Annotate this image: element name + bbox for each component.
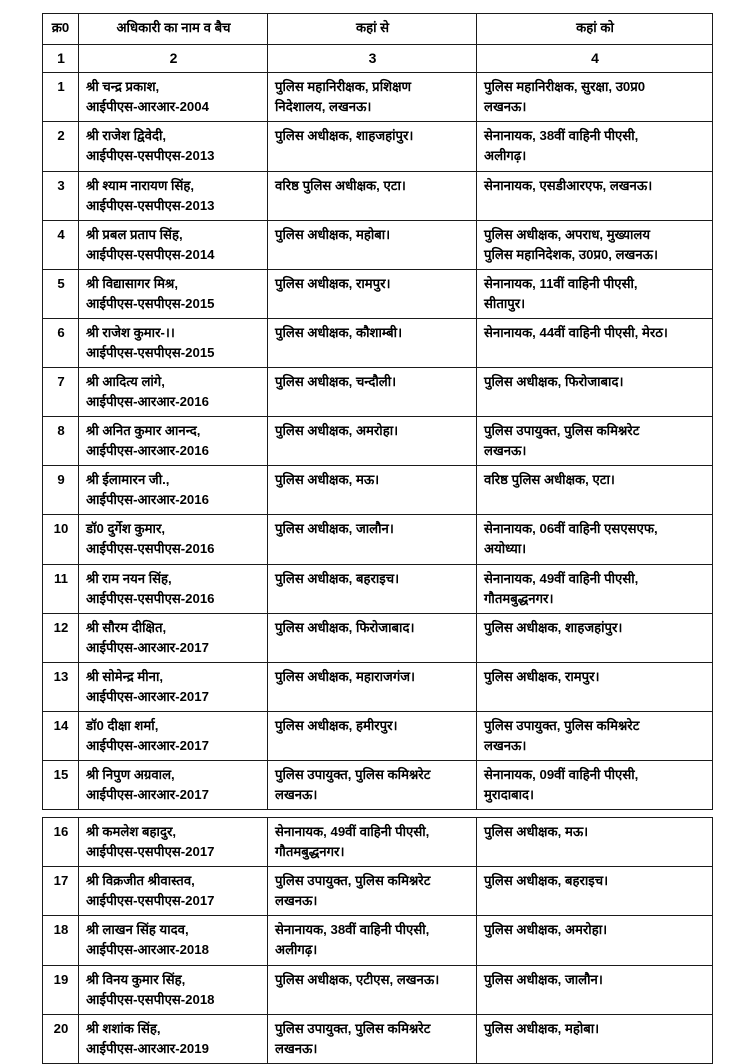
- cell-serial-number: 14: [43, 711, 79, 760]
- cell-posting-to: [477, 662, 713, 711]
- column-number-1: 1: [43, 45, 79, 73]
- cell-serial-number: 20: [43, 1014, 79, 1063]
- cell-officer-name-line-2: आईपीएस-आरआर-2017: [86, 737, 209, 753]
- cell-officer-name-line-1: श्री प्रबल प्रताप सिंह,: [86, 226, 183, 242]
- cell-officer-name: [79, 122, 268, 171]
- officer-transfer-table: [42, 13, 713, 1064]
- cell-officer-name: [79, 818, 268, 867]
- cell-posting-from-line-1: पुलिस अधीक्षक, महाराजगंज।: [275, 668, 416, 684]
- cell-posting-to-line-2: मुरादाबाद।: [484, 787, 535, 803]
- cell-officer-name: [79, 564, 268, 613]
- cell-posting-to: [477, 564, 713, 613]
- cell-officer-name-line-1: श्री सोमेन्द्र मीना,: [86, 668, 164, 684]
- cell-posting-to: [477, 761, 713, 810]
- cell-officer-name-line-1: श्री राजेश द्विवेदी,: [86, 128, 167, 144]
- cell-serial-number: 7: [43, 368, 79, 417]
- cell-officer-name: [79, 662, 268, 711]
- cell-posting-to-line-2: पुलिस महानिदेशक, उ0प्र0, लखनऊ।: [484, 246, 659, 262]
- cell-officer-name-line-1: श्री राम नयन सिंह,: [86, 570, 172, 586]
- cell-posting-to: [477, 220, 713, 269]
- cell-posting-to: [477, 73, 713, 122]
- cell-officer-name: [79, 171, 268, 220]
- cell-posting-to: [477, 867, 713, 916]
- cell-officer-name: [79, 269, 268, 318]
- cell-officer-name-line-2: आईपीएस-आरआर-2017: [86, 639, 209, 655]
- cell-serial-number: 1: [43, 73, 79, 122]
- cell-posting-from: [268, 269, 477, 318]
- table-row: [43, 916, 713, 965]
- cell-posting-from: [268, 122, 477, 171]
- cell-posting-to-line-1: पुलिस अधीक्षक, रामपुर।: [484, 668, 600, 684]
- table-row: [43, 220, 713, 269]
- cell-officer-name-line-1: श्री अनित कुमार आनन्द,: [86, 423, 201, 439]
- column-header-to: कहां को: [477, 14, 713, 45]
- cell-posting-from: [268, 171, 477, 220]
- cell-posting-from-line-2: लखनऊ।: [275, 1040, 318, 1056]
- cell-officer-name-line-2: आईपीएस-एसपीएस-2016: [86, 541, 215, 557]
- cell-posting-from-line-2: अलीगढ़।: [275, 942, 318, 958]
- cell-posting-from-line-2: निदेशालय, लखनऊ।: [275, 99, 372, 115]
- cell-officer-name-line-2: आईपीएस-आरआर-2018: [86, 942, 209, 958]
- cell-posting-from: [268, 613, 477, 662]
- cell-posting-to-line-2: लखनऊ।: [484, 99, 527, 115]
- cell-posting-from-line-1: पुलिस अधीक्षक, रामपुर।: [275, 275, 391, 291]
- column-number-3: 3: [268, 45, 477, 73]
- table-row: [43, 965, 713, 1014]
- cell-posting-from-line-1: पुलिस अधीक्षक, चन्दौली।: [275, 374, 397, 390]
- cell-posting-to-line-1: पुलिस अधीक्षक, मऊ।: [484, 824, 589, 840]
- cell-officer-name-line-1: श्री श्याम नारायण सिंह,: [86, 177, 195, 193]
- cell-officer-name-line-1: श्री सौरम दीक्षित,: [86, 619, 167, 635]
- cell-posting-to: [477, 466, 713, 515]
- column-number-4: 4: [477, 45, 713, 73]
- cell-posting-from-line-2: लखनऊ।: [275, 787, 318, 803]
- cell-serial-number: 15: [43, 761, 79, 810]
- cell-officer-name: [79, 368, 268, 417]
- cell-posting-from-line-1: पुलिस अधीक्षक, अमरोहा।: [275, 423, 399, 439]
- cell-posting-to-line-1: पुलिस अधीक्षक, फिरोजाबाद।: [484, 374, 624, 390]
- cell-officer-name-line-1: डॉ0 दुर्गेश कुमार,: [86, 521, 166, 537]
- cell-posting-to-line-2: अयोध्या।: [484, 541, 527, 557]
- cell-posting-from-line-1: पुलिस अधीक्षक, एटीएस, लखनऊ।: [275, 971, 440, 987]
- table-row: [43, 867, 713, 916]
- cell-posting-from-line-1: पुलिस उपायुक्त, पुलिस कमिश्नरेट: [275, 767, 431, 783]
- column-header-from: कहां से: [268, 14, 477, 45]
- cell-posting-from-line-1: पुलिस अधीक्षक, मऊ।: [275, 472, 380, 488]
- cell-officer-name: [79, 761, 268, 810]
- table-row: [43, 73, 713, 122]
- cell-officer-name-line-2: आईपीएस-आरआर-2004: [86, 99, 209, 115]
- cell-officer-name-line-2: आईपीएस-एसपीएस-2018: [86, 991, 215, 1007]
- cell-posting-from: [268, 466, 477, 515]
- cell-officer-name-line-1: श्री आदित्य लांगे,: [86, 374, 165, 390]
- cell-posting-from-line-1: पुलिस उपायुक्त, पुलिस कमिश्नरेट: [275, 873, 431, 889]
- cell-officer-name-line-1: श्री विनय कुमार सिंह,: [86, 971, 186, 987]
- cell-serial-number: 6: [43, 318, 79, 367]
- cell-officer-name: [79, 867, 268, 916]
- cell-posting-from: [268, 867, 477, 916]
- cell-posting-from-line-2: गौतमबुद्धनगर।: [275, 844, 345, 860]
- cell-posting-to-line-1: सेनानायक, 38वीं वाहिनी पीएसी,: [484, 128, 639, 144]
- cell-officer-name-line-1: श्री शशांक सिंह,: [86, 1020, 161, 1036]
- cell-serial-number: 12: [43, 613, 79, 662]
- cell-posting-to: [477, 711, 713, 760]
- cell-posting-from-line-1: सेनानायक, 49वीं वाहिनी पीएसी,: [275, 824, 430, 840]
- cell-posting-from: [268, 662, 477, 711]
- transfer-table-container: [42, 13, 712, 1064]
- cell-posting-from: [268, 368, 477, 417]
- cell-officer-name-line-2: आईपीएस-आरआर-2017: [86, 688, 209, 704]
- cell-posting-to-line-1: पुलिस अधीक्षक, अमरोहा।: [484, 922, 608, 938]
- cell-posting-to: [477, 269, 713, 318]
- cell-posting-to-line-1: पुलिस अधीक्षक, शाहजहांपुर।: [484, 619, 623, 635]
- cell-posting-from-line-1: पुलिस अधीक्षक, कौशाम्बी।: [275, 324, 403, 340]
- cell-officer-name: [79, 1014, 268, 1063]
- cell-posting-to-line-2: अलीगढ़।: [484, 148, 527, 164]
- cell-posting-to: [477, 368, 713, 417]
- cell-posting-to: [477, 916, 713, 965]
- cell-posting-from: [268, 318, 477, 367]
- cell-serial-number: 8: [43, 417, 79, 466]
- cell-posting-to-line-1: सेनानायक, 49वीं वाहिनी पीएसी,: [484, 570, 639, 586]
- cell-posting-to-line-2: सीतापुर।: [484, 295, 526, 311]
- cell-officer-name-line-1: श्री लाखन सिंह यादव,: [86, 922, 189, 938]
- cell-serial-number: 17: [43, 867, 79, 916]
- cell-posting-to: [477, 122, 713, 171]
- table-row: [43, 466, 713, 515]
- cell-posting-from: [268, 220, 477, 269]
- cell-officer-name-line-2: आईपीएस-एसपीएस-2015: [86, 344, 215, 360]
- cell-posting-to: [477, 417, 713, 466]
- table-row: [43, 171, 713, 220]
- cell-officer-name-line-2: आईपीएस-आरआर-2016: [86, 394, 209, 410]
- cell-posting-from: [268, 73, 477, 122]
- cell-officer-name-line-1: श्री ईलामारन जी.,: [86, 472, 170, 488]
- page-break-gap: [43, 810, 713, 818]
- cell-posting-from-line-1: पुलिस महानिरीक्षक, प्रशिक्षण: [275, 79, 412, 95]
- table-row: [43, 613, 713, 662]
- cell-officer-name-line-2: आईपीएस-आरआर-2016: [86, 443, 209, 459]
- cell-serial-number: 4: [43, 220, 79, 269]
- cell-officer-name-line-1: श्री कमलेश बहादुर,: [86, 824, 177, 840]
- column-number-row: [43, 45, 713, 73]
- cell-officer-name: [79, 515, 268, 564]
- table-row: [43, 1014, 713, 1063]
- table-row: [43, 711, 713, 760]
- cell-officer-name-line-1: श्री निपुण अग्रवाल,: [86, 767, 175, 783]
- cell-posting-to-line-1: पुलिस अधीक्षक, बहराइच।: [484, 873, 609, 889]
- cell-posting-to-line-1: पुलिस उपायुक्त, पुलिस कमिश्नरेट: [484, 717, 640, 733]
- cell-serial-number: 5: [43, 269, 79, 318]
- cell-posting-to-line-1: सेनानायक, 44वीं वाहिनी पीएसी, मेरठ।: [484, 324, 668, 340]
- cell-posting-from: [268, 711, 477, 760]
- cell-officer-name-line-2: आईपीएस-एसपीएस-2017: [86, 844, 215, 860]
- cell-posting-from: [268, 761, 477, 810]
- table-header: [43, 14, 713, 73]
- cell-posting-to: [477, 515, 713, 564]
- cell-officer-name-line-1: श्री राजेश कुमार-।।: [86, 324, 175, 340]
- cell-posting-from: [268, 965, 477, 1014]
- cell-posting-to: [477, 171, 713, 220]
- cell-posting-to-line-1: पुलिस उपायुक्त, पुलिस कमिश्नरेट: [484, 423, 640, 439]
- column-number-2: 2: [79, 45, 268, 73]
- cell-posting-from-line-1: पुलिस अधीक्षक, बहराइच।: [275, 570, 400, 586]
- cell-officer-name-line-1: डॉ0 दीक्षा शर्मा,: [86, 717, 159, 733]
- table-row: [43, 417, 713, 466]
- column-header-officer-name: अधिकारी का नाम व बैच: [79, 14, 268, 45]
- table-row: [43, 122, 713, 171]
- table-row: [43, 761, 713, 810]
- cell-posting-from-line-1: पुलिस अधीक्षक, महोबा।: [275, 226, 391, 242]
- cell-officer-name-line-2: आईपीएस-एसपीएस-2013: [86, 197, 215, 213]
- table-row: [43, 818, 713, 867]
- cell-officer-name: [79, 916, 268, 965]
- cell-officer-name: [79, 220, 268, 269]
- cell-posting-from-line-1: पुलिस अधीक्षक, शाहजहांपुर।: [275, 128, 414, 144]
- cell-officer-name-line-1: श्री विक्रजीत श्रीवास्तव,: [86, 873, 195, 889]
- cell-officer-name-line-2: आईपीएस-एसपीएस-2017: [86, 893, 215, 909]
- table-row: [43, 318, 713, 367]
- cell-officer-name: [79, 965, 268, 1014]
- cell-posting-from-line-1: पुलिस अधीक्षक, जालौन।: [275, 521, 394, 537]
- cell-posting-to-line-2: गौतमबुद्धनगर।: [484, 590, 554, 606]
- table-row: [43, 368, 713, 417]
- cell-officer-name-line-1: श्री चन्द्र प्रकाश,: [86, 79, 160, 95]
- cell-posting-to-line-1: सेनानायक, 06वीं वाहिनी एसएसएफ,: [484, 521, 658, 537]
- cell-posting-to-line-1: सेनानायक, एसडीआरएफ, लखनऊ।: [484, 177, 653, 193]
- cell-serial-number: 18: [43, 916, 79, 965]
- cell-officer-name-line-2: आईपीएस-एसपीएस-2013: [86, 148, 215, 164]
- cell-officer-name: [79, 613, 268, 662]
- cell-posting-to-line-1: पुलिस अधीक्षक, अपराध, मुख्यालय: [484, 226, 651, 242]
- cell-serial-number: 2: [43, 122, 79, 171]
- table-row: [43, 269, 713, 318]
- cell-serial-number: 10: [43, 515, 79, 564]
- table-row: [43, 515, 713, 564]
- cell-officer-name: [79, 318, 268, 367]
- cell-officer-name: [79, 711, 268, 760]
- column-header-serial: क्र0: [43, 14, 79, 45]
- cell-officer-name: [79, 466, 268, 515]
- cell-posting-from: [268, 1014, 477, 1063]
- table-row: [43, 662, 713, 711]
- cell-serial-number: 13: [43, 662, 79, 711]
- cell-posting-from: [268, 916, 477, 965]
- cell-officer-name-line-2: आईपीएस-एसपीएस-2015: [86, 295, 215, 311]
- cell-posting-from-line-1: पुलिस उपायुक्त, पुलिस कमिश्नरेट: [275, 1020, 431, 1036]
- cell-posting-from-line-1: सेनानायक, 38वीं वाहिनी पीएसी,: [275, 922, 430, 938]
- cell-posting-to: [477, 965, 713, 1014]
- cell-posting-from-line-1: पुलिस अधीक्षक, फिरोजाबाद।: [275, 619, 415, 635]
- cell-serial-number: 16: [43, 818, 79, 867]
- cell-officer-name-line-2: आईपीएस-एसपीएस-2014: [86, 246, 215, 262]
- cell-posting-to-line-2: लखनऊ।: [484, 443, 527, 459]
- cell-posting-to-line-1: पुलिस अधीक्षक, महोबा।: [484, 1020, 600, 1036]
- cell-posting-to-line-2: लखनऊ।: [484, 737, 527, 753]
- cell-posting-to-line-1: वरिष्ठ पुलिस अधीक्षक, एटा।: [484, 472, 615, 488]
- cell-serial-number: 9: [43, 466, 79, 515]
- cell-posting-to-line-1: सेनानायक, 11वीं वाहिनी पीएसी,: [484, 275, 638, 291]
- page-break-spacer: [43, 810, 713, 818]
- cell-posting-from: [268, 515, 477, 564]
- cell-officer-name-line-2: आईपीएस-आरआर-2019: [86, 1040, 209, 1056]
- cell-posting-from-line-2: लखनऊ।: [275, 893, 318, 909]
- cell-officer-name-line-2: आईपीएस-आरआर-2017: [86, 787, 209, 803]
- cell-posting-to: [477, 613, 713, 662]
- cell-officer-name: [79, 417, 268, 466]
- cell-serial-number: 3: [43, 171, 79, 220]
- cell-posting-to: [477, 318, 713, 367]
- cell-posting-to-line-1: सेनानायक, 09वीं वाहिनी पीएसी,: [484, 767, 639, 783]
- cell-posting-from-line-1: पुलिस अधीक्षक, हमीरपुर।: [275, 717, 398, 733]
- cell-officer-name-line-2: आईपीएस-आरआर-2016: [86, 492, 209, 508]
- cell-posting-from: [268, 818, 477, 867]
- cell-officer-name: [79, 73, 268, 122]
- cell-posting-from: [268, 564, 477, 613]
- cell-serial-number: 19: [43, 965, 79, 1014]
- table-body: [43, 73, 713, 1064]
- cell-posting-to-line-1: पुलिस महानिरीक्षक, सुरक्षा, उ0प्र0: [484, 79, 646, 95]
- cell-officer-name-line-1: श्री विद्यासागर मिश्र,: [86, 275, 179, 291]
- cell-officer-name-line-2: आईपीएस-एसपीएस-2016: [86, 590, 215, 606]
- cell-posting-to-line-1: पुलिस अधीक्षक, जालौन।: [484, 971, 603, 987]
- cell-posting-from-line-1: वरिष्ठ पुलिस अधीक्षक, एटा।: [275, 177, 406, 193]
- table-row: [43, 564, 713, 613]
- table-header-row: [43, 14, 713, 45]
- cell-posting-from: [268, 417, 477, 466]
- cell-serial-number: 11: [43, 564, 79, 613]
- cell-posting-to: [477, 1014, 713, 1063]
- cell-posting-to: [477, 818, 713, 867]
